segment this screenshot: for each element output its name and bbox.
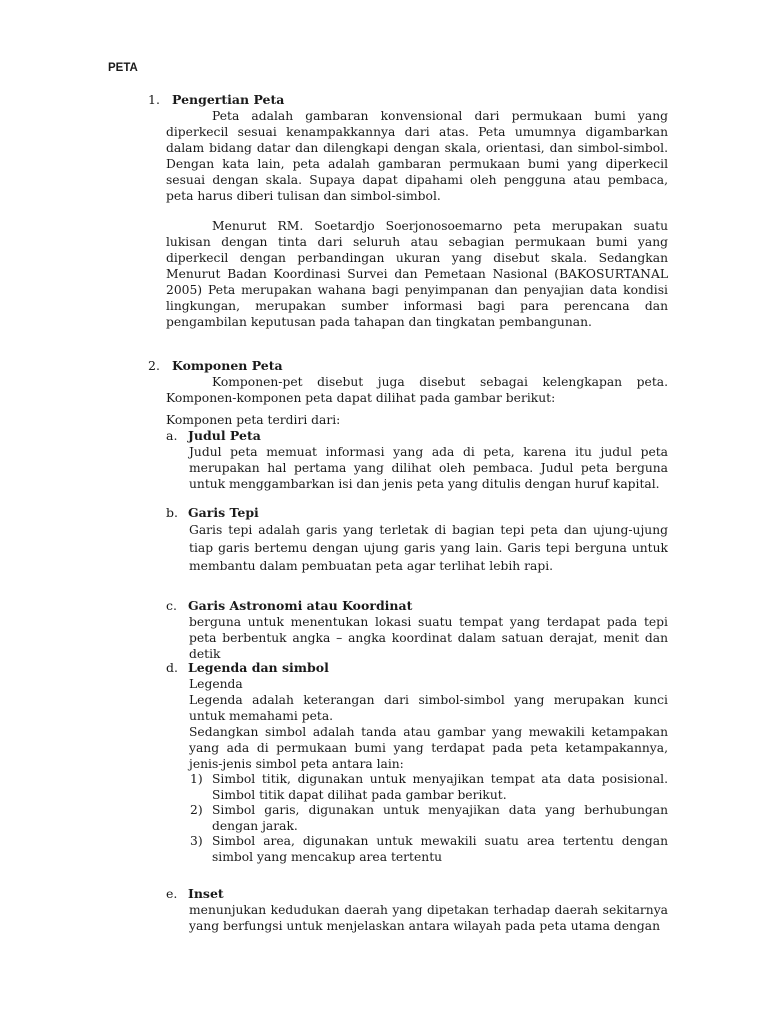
symbol-item-2-text: Simbol garis, digunakan untuk menyajikan data yang berhubungan dengan jarak. bbox=[212, 803, 668, 833]
item-e-text: menunjukan kedudukan daerah yang dipetakan terhadap daerah sekitarnya yang berfungsi untuk menjelaskan antara wilayah pada peta utama dengan bbox=[189, 903, 668, 933]
item-d-text: Legenda adalah keterangan dari simbol-simbol yang merupakan kunci untuk memahami peta. bbox=[189, 693, 668, 723]
item-a-letter: a. bbox=[166, 428, 178, 443]
item-a-heading bbox=[166, 428, 261, 444]
symbol-item-3-text: Simbol area, digunakan untuk mewakili suatu area tertentu dengan simbol yang mencakup area tertentu bbox=[212, 834, 668, 864]
item-e-letter: e. bbox=[166, 886, 178, 901]
symbol-item-2-number: 2) bbox=[190, 803, 203, 817]
item-c-heading bbox=[166, 598, 412, 614]
item-b-letter: b. bbox=[166, 505, 178, 520]
item-d-title: Legenda dan simbol bbox=[188, 660, 329, 675]
item-a-text: Judul peta memuat informasi yang ada di peta, karena itu judul peta merupakan hal pertama yang dilihat oleh pembaca. Judul peta berguna untuk menggambarkan isi dan jenis peta yang ditulis dengan huruf kapital. bbox=[189, 445, 668, 491]
item-d-heading bbox=[166, 660, 329, 676]
symbol-item-1-text: Simbol titik, digunakan untuk menyajikan tempat ata data posisional. Simbol titik dapat dilihat pada gambar berikut. bbox=[212, 772, 668, 802]
section-2-intro: Komponen-pet disebut juga disebut sebagai kelengkapan peta. Komponen-komponen peta dapat dilihat pada gambar berikut: bbox=[166, 375, 668, 405]
item-d-text-2: Sedangkan simbol adalah tanda atau gambar yang mewakili ketampakan yang ada di permukaan bumi yang terdapat pada peta ketampakannya, jenis-jenis simbol peta antara lain: bbox=[189, 725, 668, 771]
symbol-item-3-number: 3) bbox=[190, 834, 203, 848]
symbol-item-2 bbox=[190, 802, 668, 834]
item-b-heading bbox=[166, 505, 259, 521]
item-c-title: Garis Astronomi atau Koordinat bbox=[188, 598, 413, 613]
item-d-letter: d. bbox=[166, 660, 178, 675]
section-2-heading bbox=[148, 358, 283, 374]
section-2-number: 2. bbox=[148, 358, 160, 373]
section-1-heading bbox=[148, 92, 284, 108]
item-a-title: Judul Peta bbox=[188, 428, 261, 443]
item-b-title: Garis Tepi bbox=[188, 505, 259, 520]
symbol-item-1 bbox=[190, 771, 668, 803]
section-1-paragraph-1: Peta adalah gambaran konvensional dari permukaan bumi yang diperkecil sesuai kenampakkannya dari atas. Peta umumnya digambarkan dalam bidang datar dan dilengkapi dengan skala, orientasi, dan simbol-simbol. Dengan kata lain, peta adalah gambaran permukaan bumi yang diperkecil sesuai dengan skala. Supaya dapat dipahami oleh pengguna atau pembaca, peta harus diberi tulisan dan simbol-simbol. bbox=[166, 109, 668, 203]
section-1-number: 1. bbox=[148, 92, 160, 107]
document-title: PETA bbox=[108, 62, 138, 74]
symbol-item-3 bbox=[190, 833, 668, 865]
section-2-lead: Komponen peta terdiri dari: bbox=[166, 413, 341, 427]
item-c-text: berguna untuk menentukan lokasi suatu tempat yang terdapat pada tepi peta berbentuk angka – angka koordinat dalam satuan derajat, menit dan detik bbox=[189, 615, 668, 661]
item-e-title: Inset bbox=[188, 886, 224, 901]
symbol-item-1-number: 1) bbox=[190, 772, 203, 786]
section-2-title: Komponen Peta bbox=[172, 358, 283, 373]
item-d-sub-label: Legenda bbox=[189, 677, 243, 691]
item-c-letter: c. bbox=[166, 598, 177, 613]
item-e-heading bbox=[166, 886, 224, 902]
item-b-text: Garis tepi adalah garis yang terletak di bagian tepi peta dan ujung-ujung tiap garis bertemu dengan ujung garis yang lain. Garis tepi berguna untuk membantu dalam pembuatan peta agar terlihat lebih rapi. bbox=[189, 523, 668, 573]
section-1-paragraph-2: Menurut RM. Soetardjo Soerjonosoemarno peta merupakan suatu lukisan dengan tinta dari seluruh atau sebagian permukaan bumi yang diperkecil dengan perbandingan ukuran yang disebut skala. Sedangkan Menurut Badan Koordinasi Survei dan Pemetaan Nasional (BAKOSURTANAL 2005) Peta merupakan wahana bagi penyimpanan dan penyajian data kondisi lingkungan, merupakan sumber informasi bagi para perencana dan pengambilan keputusan pada tahapan dan tingkatan pembangunan. bbox=[166, 219, 668, 329]
section-1-title: Pengertian Peta bbox=[172, 92, 285, 107]
